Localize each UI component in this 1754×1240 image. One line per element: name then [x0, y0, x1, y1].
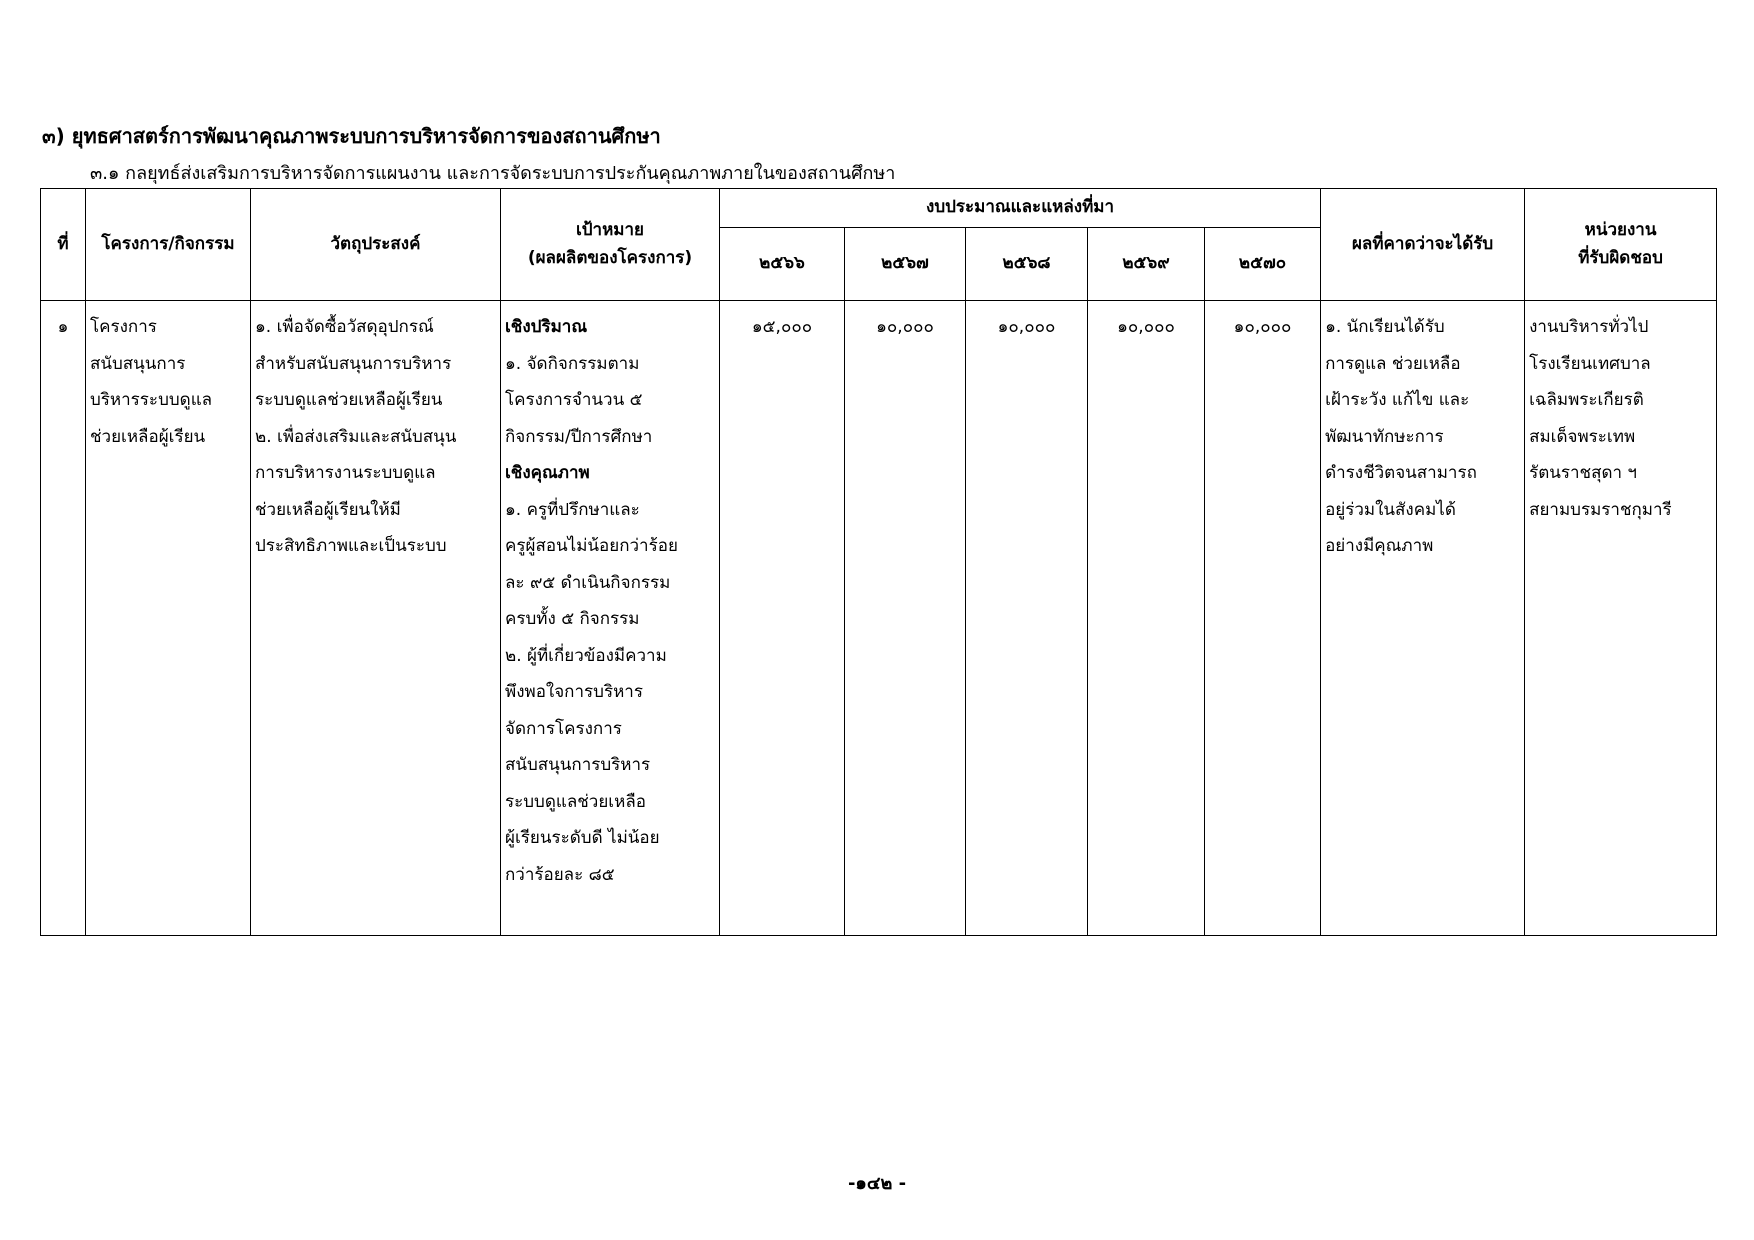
objective-line: ๑. เพื่อจัดซื้อวัสดุอุปกรณ์ [255, 317, 434, 337]
strategy-subheading: ๓.๑ กลยุทธ์ส่งเสริมการบริหารจัดการแผนงาน และการจัดระบบการประกันคุณภาพภายในของสถานศึกษา [90, 163, 896, 184]
project-line: บริหารระบบดูแล [90, 390, 213, 410]
expected-line: การดูแล ช่วยเหลือ [1325, 353, 1461, 374]
target-line: ๒. ผู้ที่เกี่ยวข้องมีความ [505, 645, 667, 666]
target-quality-heading: เชิงคุณภาพ [505, 463, 590, 483]
objective-cell [251, 301, 501, 936]
target-line: จัดการโครงการ [505, 718, 622, 739]
target-line: สนับสนุนการบริหาร [505, 755, 651, 775]
target-line: ๑. จัดกิจกรรมตาม [505, 353, 640, 374]
expected-line: ๑. นักเรียนได้รับ [1325, 317, 1445, 337]
row-number: ๑ [41, 301, 86, 936]
target-line: ครบทั้ง ๕ กิจกรรม [505, 609, 640, 629]
budget-2568: ๑๐,๐๐๐ [966, 301, 1088, 936]
agency-line: โรงเรียนเทศบาล [1529, 353, 1651, 374]
budget-2569: ๑๐,๐๐๐ [1088, 301, 1205, 936]
header-expected: ผลที่คาดว่าจะได้รับ [1321, 189, 1525, 301]
project-line: โครงการ [90, 317, 157, 337]
objective-line: ระบบดูแลช่วยเหลือผู้เรียน [255, 390, 443, 410]
expected-cell [1321, 301, 1525, 936]
expected-line: ดำรงชีวิตจนสามารถ [1325, 463, 1477, 483]
budget-2570: ๑๐,๐๐๐ [1205, 301, 1321, 936]
project-line: ช่วยเหลือผู้เรียน [90, 426, 206, 447]
objective-line: ประสิทธิภาพและเป็นระบบ [255, 536, 447, 556]
target-line: พึงพอใจการบริหาร [505, 682, 643, 702]
expected-line: อยู่ร่วมในสังคมได้ [1325, 499, 1456, 520]
header-target-line2: (ผลผลิตของโครงการ) [527, 247, 693, 268]
header-year-2570: ๒๕๗๐ [1205, 228, 1321, 301]
objective-line: ช่วยเหลือผู้เรียนให้มี [255, 499, 401, 520]
objective-line: ๒. เพื่อส่งเสริมและสนับสนุน [255, 426, 457, 447]
header-agency-line1: หน่วยงาน [1584, 220, 1657, 241]
header-year-2567: ๒๕๖๗ [845, 228, 966, 301]
expected-line: เฝ้าระวัง แก้ไข และ [1325, 390, 1470, 410]
agency-cell [1525, 301, 1717, 936]
header-year-2569: ๒๕๖๙ [1088, 228, 1205, 301]
target-cell [501, 301, 720, 936]
objective-line: การบริหารงานระบบดูแล [255, 463, 436, 483]
header-agency [1525, 189, 1717, 301]
budget-2566: ๑๕,๐๐๐ [720, 301, 845, 936]
agency-line: รัตนราชสุดา ฯ [1529, 463, 1637, 483]
target-line: กว่าร้อยละ ๘๕ [505, 864, 615, 885]
objective-line: สำหรับสนับสนุนการบริหาร [255, 353, 452, 374]
header-budget: งบประมาณและแหล่งที่มา [720, 189, 1321, 228]
target-quantity-heading: เชิงปริมาณ [505, 317, 588, 337]
project-line: สนับสนุนการ [90, 353, 186, 374]
header-target [501, 189, 720, 301]
target-line: โครงการจำนวน ๕ [505, 390, 643, 410]
target-line: ผู้เรียนระดับดี ไม่น้อย [505, 828, 660, 848]
table-row [41, 301, 1717, 936]
target-line: ๑. ครูที่ปรึกษาและ [505, 499, 640, 520]
project-cell [86, 301, 251, 936]
agency-line: สยามบรมราชกุมารี [1529, 499, 1672, 520]
target-line: ระบบดูแลช่วยเหลือ [505, 791, 646, 812]
header-year-2568: ๒๕๖๘ [966, 228, 1088, 301]
header-no: ที่ [41, 189, 86, 301]
header-project: โครงการ/กิจกรรม [86, 189, 251, 301]
page-number: -๑๔๒ - [847, 1173, 907, 1194]
section-heading: ๓) ยุทธศาสตร์การพัฒนาคุณภาพระบบการบริหารจัดการของสถานศึกษา [42, 124, 661, 148]
project-plan-table [40, 188, 1717, 936]
target-line: กิจกรรม/ปีการศึกษา [505, 426, 653, 447]
header-year-2566: ๒๕๖๖ [720, 228, 845, 301]
target-line: ครูผู้สอนไม่น้อยกว่าร้อย [505, 536, 678, 556]
header-target-line1: เป้าหมาย [575, 220, 645, 241]
budget-2567: ๑๐,๐๐๐ [845, 301, 966, 936]
header-agency-line2: ที่รับผิดชอบ [1578, 247, 1663, 268]
agency-line: งานบริหารทั่วไป [1529, 317, 1649, 337]
header-objective: วัตถุประสงค์ [251, 189, 501, 301]
target-line: ละ ๙๕ ดำเนินกิจกรรม [505, 572, 671, 593]
agency-line: เฉลิมพระเกียรติ [1529, 390, 1644, 410]
expected-line: พัฒนาทักษะการ [1325, 426, 1444, 447]
expected-line: อย่างมีคุณภาพ [1325, 536, 1434, 556]
agency-line: สมเด็จพระเทพ [1529, 426, 1636, 447]
